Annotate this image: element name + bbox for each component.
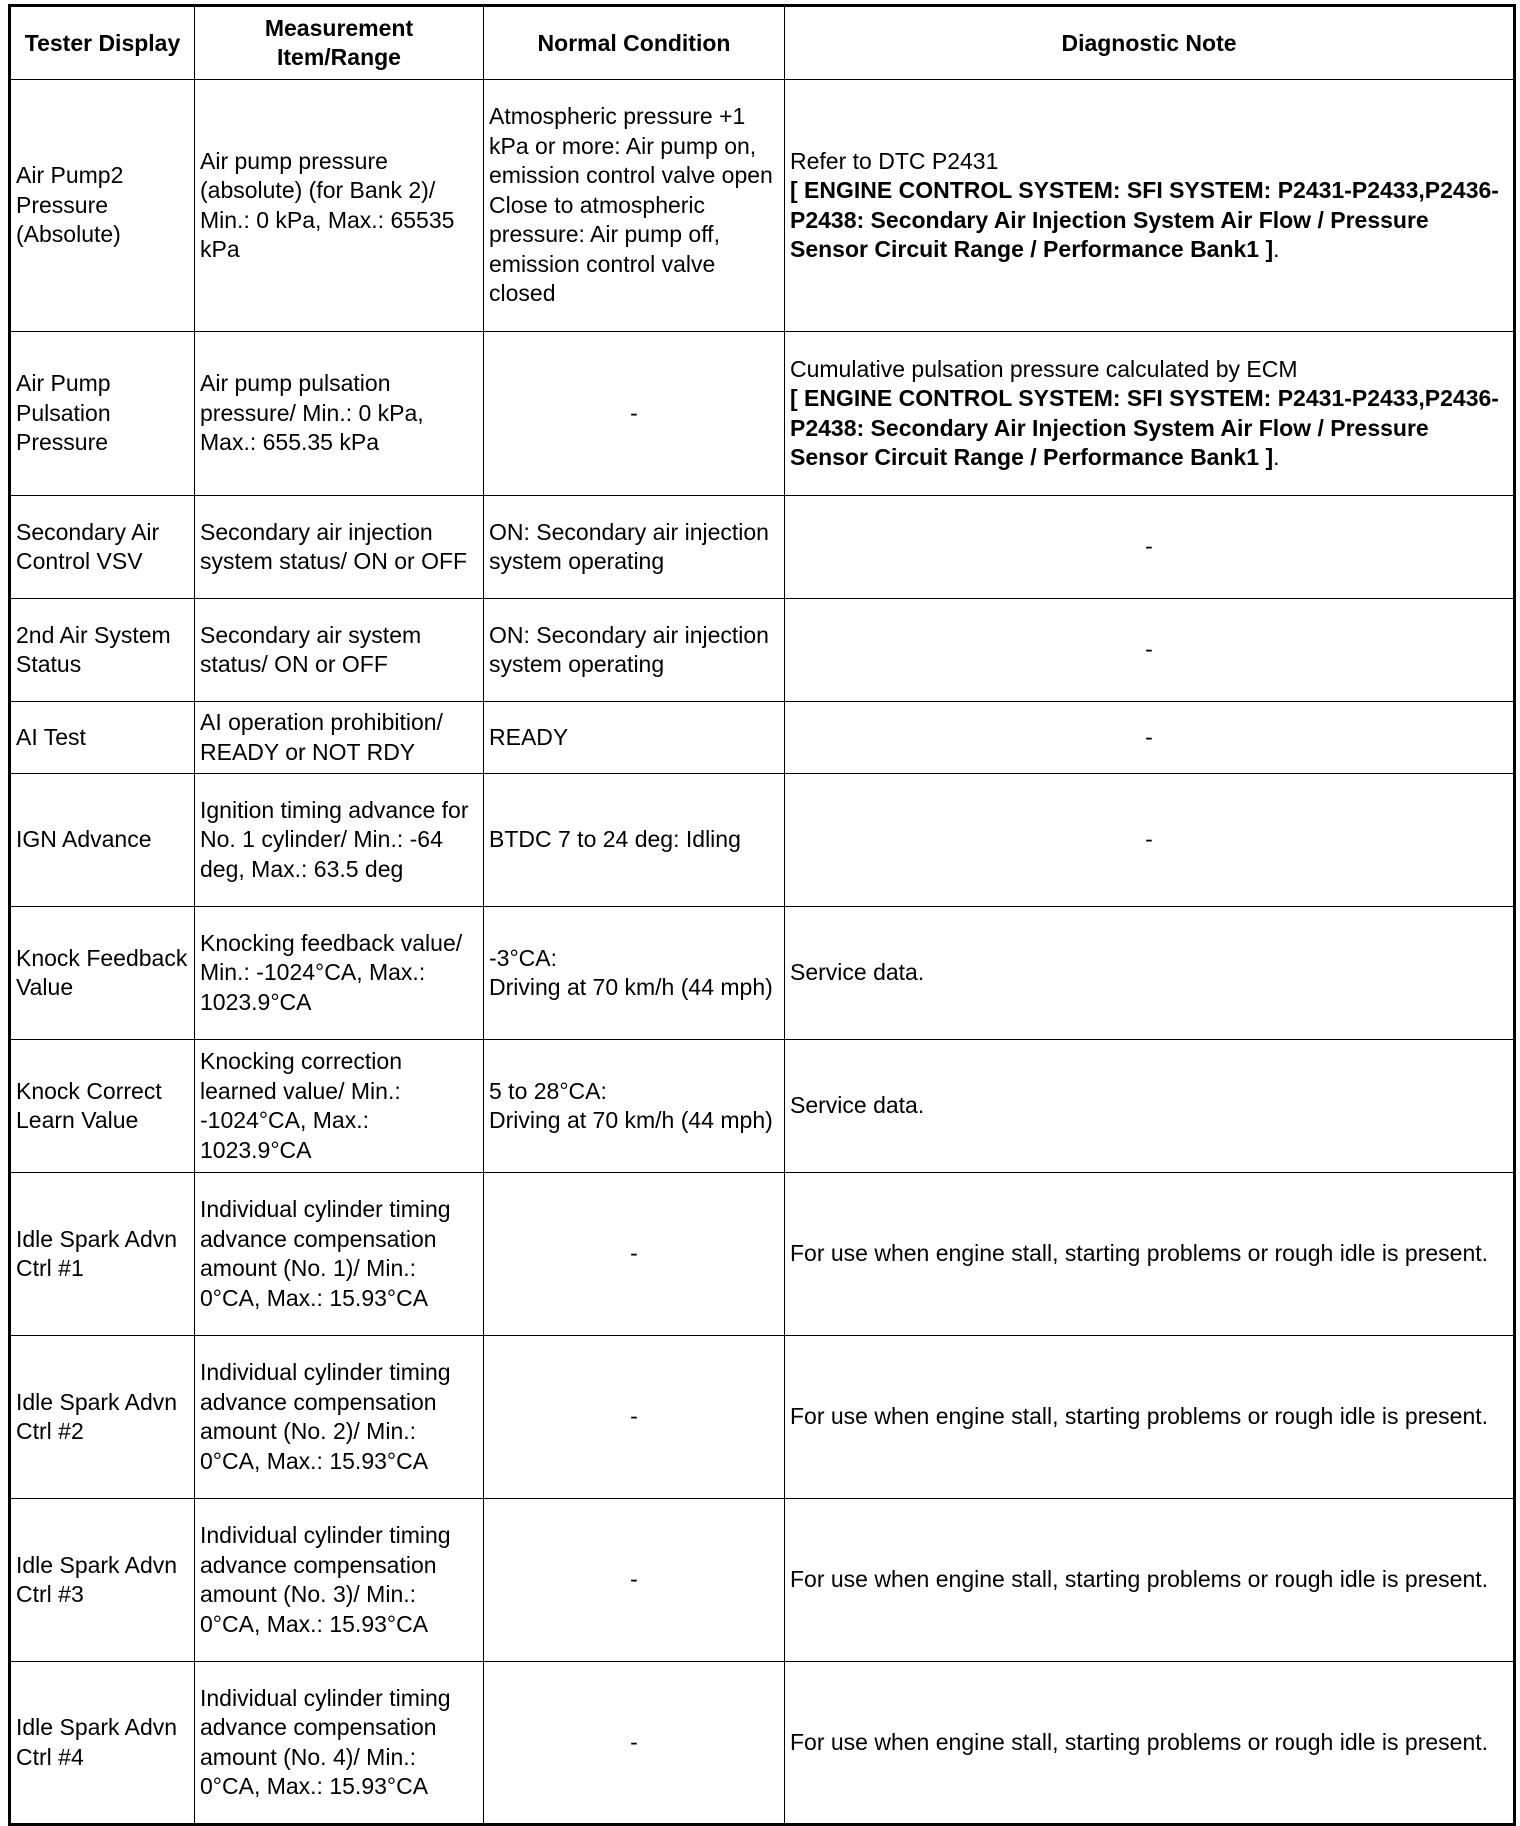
header-tester-display: Tester Display xyxy=(10,6,195,80)
tester-display-cell: Knock Correct Learn Value xyxy=(10,1040,195,1173)
measurement-cell: Individual cylinder timing advance compensation amount (No. 2)/ Min.: 0°CA, Max.: 15.93°CA xyxy=(195,1336,484,1499)
normal-condition-cell: - xyxy=(484,1499,785,1662)
normal-condition-cell: - xyxy=(484,332,785,496)
measurement-cell: AI operation prohibition/ READY or NOT RDY xyxy=(195,702,484,774)
tester-display-cell: Secondary Air Control VSV xyxy=(10,496,195,599)
diagnostic-note-cell: For use when engine stall, starting problems or rough idle is present. xyxy=(785,1499,1515,1662)
table-row xyxy=(10,702,1515,774)
measurement-cell: Knocking correction learned value/ Min.: -1024°CA, Max.: 1023.9°CA xyxy=(195,1040,484,1173)
note-text: Cumulative pulsation pressure calculated by ECM xyxy=(790,355,1298,382)
diagnostic-note-cell: Service data. xyxy=(785,1040,1515,1173)
measurement-cell: Individual cylinder timing advance compensation amount (No. 3)/ Min.: 0°CA, Max.: 15.93°CA xyxy=(195,1499,484,1662)
measurement-cell: Ignition timing advance for No. 1 cylinder/ Min.: -64 deg, Max.: 63.5 deg xyxy=(195,774,484,907)
normal-condition-cell: - xyxy=(484,1662,785,1825)
table-row xyxy=(10,774,1515,907)
header-normal-condition: Normal Condition xyxy=(484,6,785,80)
normal-condition-value: 5 to 28°CA: xyxy=(489,1077,607,1104)
diagnostic-note-cell xyxy=(785,80,1515,332)
diagnostic-note-cell: - xyxy=(785,599,1515,702)
table-row xyxy=(10,332,1515,496)
table-row xyxy=(10,496,1515,599)
normal-condition-cell: Atmospheric pressure +1 kPa or more: Air pump on, emission control valve open Close to atmospheric pressure: Air pump off, emission control valve closed xyxy=(484,80,785,332)
header-diagnostic-note: Diagnostic Note xyxy=(785,6,1515,80)
header-measurement-item-range: Measurement Item/Range xyxy=(195,6,484,80)
normal-condition-cell: READY xyxy=(484,702,785,774)
tester-display-cell: Idle Spark Advn Ctrl #3 xyxy=(10,1499,195,1662)
tester-display-cell: Knock Feedback Value xyxy=(10,907,195,1040)
note-end: . xyxy=(1273,236,1280,262)
measurement-cell: Individual cylinder timing advance compensation amount (No. 4)/ Min.: 0°CA, Max.: 15.93°CA xyxy=(195,1662,484,1825)
measurement-cell: Secondary air injection system status/ ON or OFF xyxy=(195,496,484,599)
normal-condition-cell: - xyxy=(484,1173,785,1336)
normal-condition-context: Driving at 70 km/h (44 mph) xyxy=(489,1107,773,1133)
tester-display-cell: 2nd Air System Status xyxy=(10,599,195,702)
measurement-cell: Secondary air system status/ ON or OFF xyxy=(195,599,484,702)
table-row xyxy=(10,1173,1515,1336)
diagnostic-note-cell: - xyxy=(785,496,1515,599)
normal-condition-value: -3°CA: xyxy=(489,944,557,971)
table-row xyxy=(10,599,1515,702)
data-list-document xyxy=(8,4,1513,1826)
tester-display-cell: Idle Spark Advn Ctrl #1 xyxy=(10,1173,195,1336)
tester-display-cell: Air Pump Pulsation Pressure xyxy=(10,332,195,496)
table-row xyxy=(10,80,1515,332)
reference-link[interactable]: [ ENGINE CONTROL SYSTEM: SFI SYSTEM: P2431-P2433,P2436-P2438: Secondary Air Injection System Air Flow / Pressure Sensor Circuit Range / Performance Bank1 ] xyxy=(790,177,1499,262)
normal-condition-cell xyxy=(484,907,785,1040)
tester-display-cell: Air Pump2 Pressure (Absolute) xyxy=(10,80,195,332)
normal-condition-cell: BTDC 7 to 24 deg: Idling xyxy=(484,774,785,907)
normal-condition-context: Driving at 70 km/h (44 mph) xyxy=(489,974,773,1000)
diagnostic-note-cell: For use when engine stall, starting problems or rough idle is present. xyxy=(785,1173,1515,1336)
diagnostic-note-cell: For use when engine stall, starting problems or rough idle is present. xyxy=(785,1662,1515,1825)
measurement-cell: Knocking feedback value/ Min.: -1024°CA, Max.: 1023.9°CA xyxy=(195,907,484,1040)
normal-condition-cell xyxy=(484,1040,785,1173)
normal-condition-cell: - xyxy=(484,1336,785,1499)
tester-display-cell: AI Test xyxy=(10,702,195,774)
diagnostic-note-cell: Service data. xyxy=(785,907,1515,1040)
table-row xyxy=(10,1336,1515,1499)
measurement-cell: Air pump pulsation pressure/ Min.: 0 kPa, Max.: 655.35 kPa xyxy=(195,332,484,496)
diagnostic-note-cell: - xyxy=(785,702,1515,774)
table-row xyxy=(10,1499,1515,1662)
table-row xyxy=(10,1040,1515,1173)
diagnostic-note-cell: For use when engine stall, starting problems or rough idle is present. xyxy=(785,1336,1515,1499)
normal-condition-cell: ON: Secondary air injection system operating xyxy=(484,599,785,702)
table-row xyxy=(10,1662,1515,1825)
diagnostic-note-cell: - xyxy=(785,774,1515,907)
data-list-table xyxy=(8,4,1516,1826)
normal-condition-cell: ON: Secondary air injection system operating xyxy=(484,496,785,599)
note-end: . xyxy=(1273,444,1280,470)
note-text: Refer to DTC P2431 xyxy=(790,147,999,174)
tester-display-cell: Idle Spark Advn Ctrl #2 xyxy=(10,1336,195,1499)
diagnostic-note-cell xyxy=(785,332,1515,496)
measurement-cell: Air pump pressure (absolute) (for Bank 2)/ Min.: 0 kPa, Max.: 65535 kPa xyxy=(195,80,484,332)
table-row xyxy=(10,907,1515,1040)
tester-display-cell: IGN Advance xyxy=(10,774,195,907)
reference-link[interactable]: [ ENGINE CONTROL SYSTEM: SFI SYSTEM: P2431-P2433,P2436-P2438: Secondary Air Injection System Air Flow / Pressure Sensor Circuit Range / Performance Bank1 ] xyxy=(790,385,1499,470)
tester-display-cell: Idle Spark Advn Ctrl #4 xyxy=(10,1662,195,1825)
measurement-cell: Individual cylinder timing advance compensation amount (No. 1)/ Min.: 0°CA, Max.: 15.93°CA xyxy=(195,1173,484,1336)
header-row xyxy=(10,6,1515,80)
